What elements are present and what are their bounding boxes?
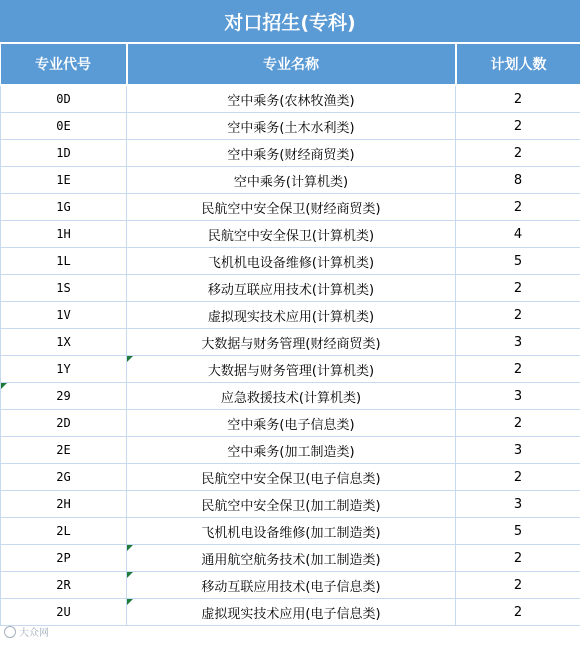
cell-code: 29 [1,383,127,410]
cell-code: 2R [1,572,127,599]
table-row [1,410,580,437]
cell-code: 1Y [1,356,127,383]
watermark-text: 大众网 [19,628,49,639]
table-body [1,85,580,626]
cell-count: 5 [456,248,580,275]
cell-code: 0D [1,85,127,113]
cell-count: 3 [456,437,580,464]
cell-name: 虚拟现实技术应用(电子信息类) [127,599,456,626]
cell-count: 2 [456,275,580,302]
cell-count: 4 [456,221,580,248]
cell-name: 空中乘务(加工制造类) [127,437,456,464]
camera-logo-icon [4,626,16,638]
table-row [1,194,580,221]
cell-name: 飞机机电设备维修(计算机类) [127,248,456,275]
cell-code: 1X [1,329,127,356]
cell-code: 2P [1,545,127,572]
cell-name: 空中乘务(农林牧渔类) [127,85,456,113]
cell-count: 2 [456,572,580,599]
cell-code: 2D [1,410,127,437]
cell-count: 2 [456,302,580,329]
cell-code: 0E [1,113,127,140]
cell-code: 1V [1,302,127,329]
table-row [1,329,580,356]
cell-code: 1D [1,140,127,167]
page-title: 对口招生(专科) [0,0,580,44]
table-row [1,113,580,140]
table-row [1,437,580,464]
cell-code: 2L [1,518,127,545]
cell-count: 2 [456,599,580,626]
cell-count: 3 [456,491,580,518]
cell-count: 3 [456,383,580,410]
table-row [1,167,580,194]
cell-count: 2 [456,113,580,140]
cell-code: 2U [1,599,127,626]
cell-name: 空中乘务(电子信息类) [127,410,456,437]
cell-name: 民航空中安全保卫(财经商贸类) [127,194,456,221]
table-row [1,275,580,302]
enrollment-table [0,44,580,626]
cell-code: 1S [1,275,127,302]
table-row [1,356,580,383]
cell-name: 飞机机电设备维修(加工制造类) [127,518,456,545]
cell-count: 2 [456,140,580,167]
table-row [1,383,580,410]
header-name: 专业名称 [127,44,456,85]
cell-count: 8 [456,167,580,194]
cell-count: 2 [456,545,580,572]
table-row [1,248,580,275]
cell-code: 2G [1,464,127,491]
table-row [1,572,580,599]
table-row [1,464,580,491]
cell-count: 2 [456,85,580,113]
cell-name: 空中乘务(计算机类) [127,167,456,194]
cell-count: 2 [456,194,580,221]
cell-count: 2 [456,464,580,491]
cell-code: 1E [1,167,127,194]
cell-name: 虚拟现实技术应用(计算机类) [127,302,456,329]
cell-name: 移动互联应用技术(计算机类) [127,275,456,302]
cell-name: 民航空中安全保卫(计算机类) [127,221,456,248]
table-row [1,491,580,518]
header-row [1,44,580,85]
cell-code: 1H [1,221,127,248]
cell-name: 民航空中安全保卫(加工制造类) [127,491,456,518]
cell-name: 大数据与财务管理(计算机类) [127,356,456,383]
cell-name: 应急救援技术(计算机类) [127,383,456,410]
table-row [1,85,580,113]
cell-name: 大数据与财务管理(财经商贸类) [127,329,456,356]
table-row [1,518,580,545]
table-row [1,302,580,329]
cell-name: 移动互联应用技术(电子信息类) [127,572,456,599]
cell-count: 5 [456,518,580,545]
cell-count: 2 [456,410,580,437]
cell-code: 2E [1,437,127,464]
header-code: 专业代号 [1,44,127,85]
cell-code: 2H [1,491,127,518]
cell-name: 空中乘务(土木水利类) [127,113,456,140]
table-row [1,545,580,572]
cell-code: 1G [1,194,127,221]
table-row [1,221,580,248]
watermark [4,624,49,639]
cell-code: 1L [1,248,127,275]
table-row [1,599,580,626]
cell-name: 空中乘务(财经商贸类) [127,140,456,167]
cell-name: 通用航空航务技术(加工制造类) [127,545,456,572]
cell-name: 民航空中安全保卫(电子信息类) [127,464,456,491]
table-row [1,140,580,167]
header-count: 计划人数 [456,44,580,85]
cell-count: 3 [456,329,580,356]
cell-count: 2 [456,356,580,383]
